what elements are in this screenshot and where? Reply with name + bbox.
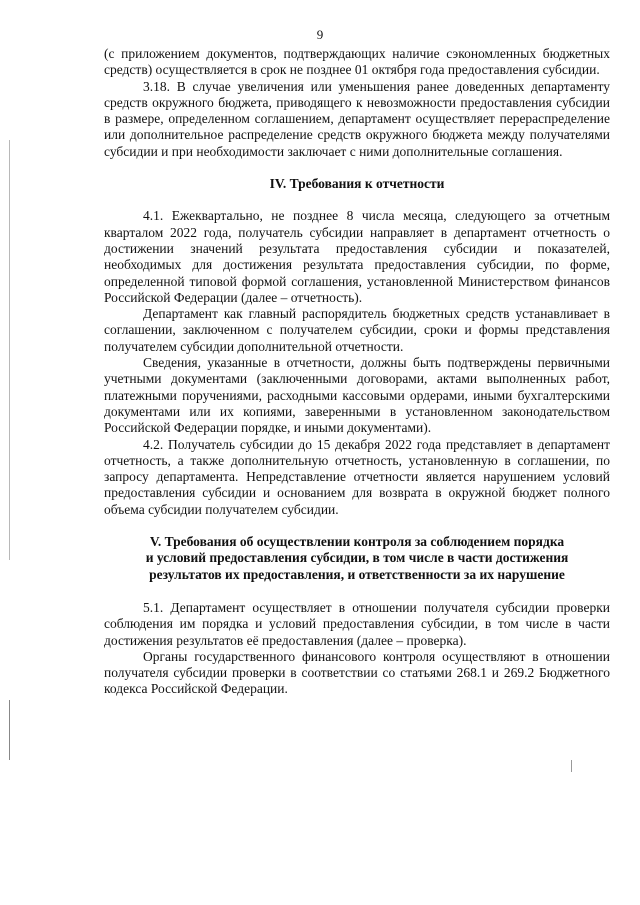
scan-speck xyxy=(571,760,572,772)
document-body xyxy=(104,46,610,698)
paragraph-continuation: (с приложением документов, подтверждающих наличие сэкономленных бюджетных средств) осуществляется в срок не позднее 01 октября года предоставления субсидии. xyxy=(104,46,610,78)
paragraph-department-reporting: Департамент как главный распорядитель бюджетных средств устанавливает в соглашении, заключенном с получателем субсидии, сроки и формы представления получателем субсидии дополнительной отчетности. xyxy=(104,306,610,354)
paragraph-5-1: 5.1. Департамент осуществляет в отношении получателя субсидии проверки соблюдения им порядка и условий предоставления субсидии, в том числе в части достижения результатов её предоставления (далее – проверка). xyxy=(104,599,610,648)
scan-margin-mark xyxy=(9,700,10,760)
paragraph-information-confirmation: Сведения, указанные в отчетности, должны быть подтверждены первичными учетными документами (заключенными договорами, актами выполненных работ, платежными поручениями, расходными кассовыми ордерами, иными бухгалтерскими документами или их копиями, заверенными в установленном законодательством Российской Федерации порядке, и иными документами). xyxy=(104,355,610,436)
section-heading-v-line-2: и условий предоставления субсидии, в том числе в части достижения xyxy=(145,550,569,566)
paragraph-4-1: 4.1. Ежеквартально, не позднее 8 числа месяца, следующего за отчетным кварталом 2022 года, получатель субсидии направляет в департамент отчетность о достижении значений результата предоставления субсидии и показателей, необходимых для достижения результата предоставления субсидии, по форме, определенной типовой формой соглашения, установленной Министерством финансов Российской Федерации (далее – отчетность). xyxy=(104,208,610,305)
section-heading-v-line-1: V. Требования об осуществлении контроля за соблюдением порядка xyxy=(149,534,565,550)
section-heading-v xyxy=(104,534,610,583)
page-number: 9 xyxy=(316,27,324,42)
section-heading-v-line-3: результатов их предоставления, и ответственности за их нарушение xyxy=(149,566,565,582)
paragraph-3-18: 3.18. В случае увеличения или уменьшения ранее доведенных департаменту средств окружного бюджета, приводящего к невозможности предоставления субсидии в размере, определенном соглашением, департамент осуществляет перераспределение или дополнительное распределение средств окружного бюджета между получателями субсидии и при необходимости заключает с ними дополнительные соглашения. xyxy=(104,78,610,159)
scan-margin-mark xyxy=(9,140,10,560)
section-heading-iv: IV. Требования к отчетности xyxy=(269,176,445,192)
paragraph-financial-control: Органы государственного финансового контроля осуществляют в отношении получателя субсидии проверки в соответствии со статьями 268.1 и 269.2 Бюджетного кодекса Российской Федерации. xyxy=(104,648,610,697)
paragraph-4-2: 4.2. Получатель субсидии до 15 декабря 2022 года представляет в департамент отчетность, а также дополнительную отчетность, установленную в соглашении, по запросу департамента. Непредставление отчетности является нарушением условий предоставления субсидии и основанием для возврата в окружной бюджет полного объема субсидии получателем субсидии. xyxy=(104,436,610,517)
